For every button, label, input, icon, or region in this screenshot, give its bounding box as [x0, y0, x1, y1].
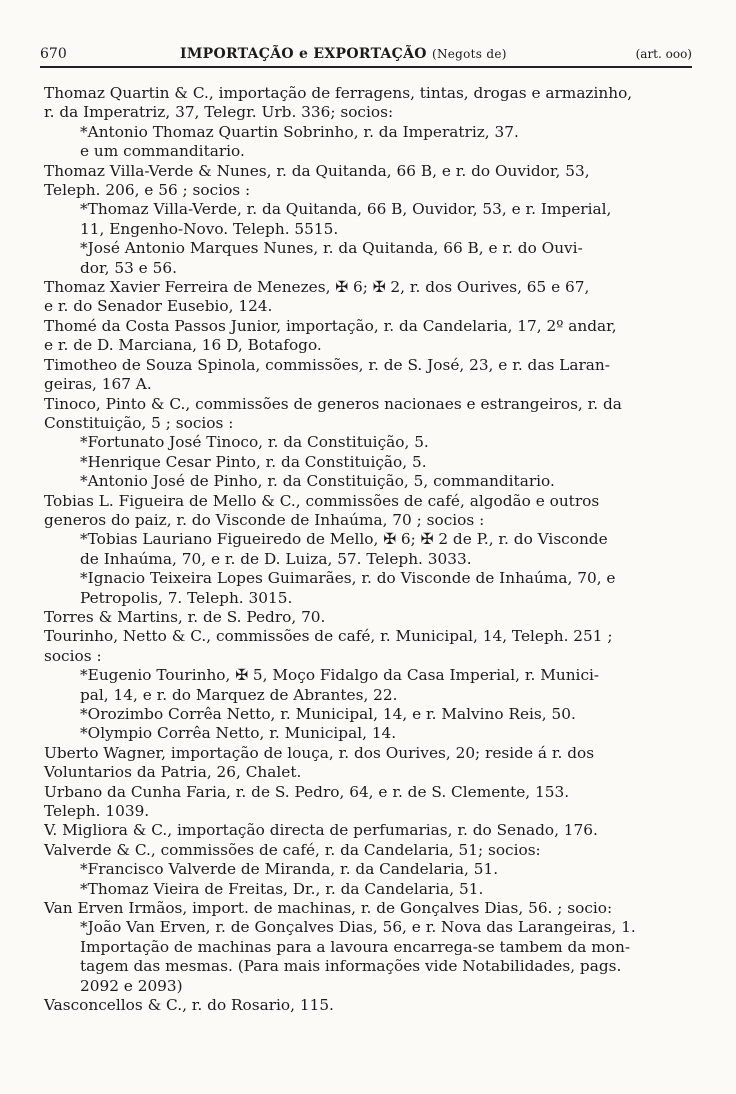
- firm-entry: [44, 317, 692, 356]
- entry-line: *Henrique Cesar Pinto, r. da Constituição, 5.: [80, 452, 427, 471]
- firm-entry: [44, 899, 692, 918]
- firm-entry: [44, 627, 692, 666]
- entry-line: dor, 53 e 56.: [80, 258, 177, 277]
- page-number: 670: [40, 46, 67, 62]
- entry-line: e um commanditario.: [80, 142, 245, 161]
- partner-entry: [44, 123, 692, 162]
- entry-line: Teleph. 206, e 56 ; socios :: [44, 181, 251, 200]
- entry-line: *Olympio Corrêa Netto, r. Municipal, 14.: [80, 724, 397, 743]
- firm-entry: [44, 492, 692, 531]
- entry-line: Thomé da Costa Passos Junior, importação, r. da Candelaria, 17, 2º andar,: [44, 316, 617, 335]
- entry-line: Teleph. 1039.: [44, 802, 150, 821]
- firm-entry: [44, 841, 692, 860]
- entry-line: V. Migliora & C., importação directa de perfumarias, r. do Senado, 176.: [44, 821, 598, 840]
- entry-line: *Thomaz Villa-Verde, r. da Quitanda, 66 B, Ouvidor, 53, e r. Imperial,: [80, 200, 612, 219]
- entry-line: Thomaz Quartin & C., importação de ferragens, tintas, drogas e armazinho,: [44, 84, 633, 102]
- entry-line: Torres & Martins, r. de S. Pedro, 70.: [44, 607, 326, 626]
- entry-line: Tobias L. Figueira de Mello & C., commissões de café, algodão e outros: [44, 491, 600, 510]
- entry-line: tagem das mesmas. (Para mais informações vide Notabilidades, pags.: [80, 957, 622, 976]
- entry-line: Timotheo de Souza Spinola, commissões, r. de S. José, 23, e r. das Laran-: [44, 355, 610, 374]
- firm-entry: [44, 996, 692, 1015]
- directory-entries: [44, 84, 692, 1016]
- entry-line: *Orozimbo Corrêa Netto, r. Municipal, 14, e r. Malvino Reis, 50.: [80, 705, 576, 723]
- entry-line: Uberto Wagner, importação de louça, r. dos Ourives, 20; reside á r. dos: [44, 743, 595, 762]
- partner-entry: [44, 472, 692, 491]
- entry-line: *João Van Erven, r. de Gonçalves Dias, 56, e r. Nova das Larangeiras, 1.: [80, 918, 636, 937]
- partner-entry: [44, 860, 692, 879]
- partner-entry: [44, 200, 692, 239]
- firm-entry: [44, 162, 692, 201]
- partner-entry: [44, 453, 692, 472]
- article-ref: (art. ooo): [635, 47, 692, 61]
- entry-line: Tourinho, Netto & C., commissões de café, r. Municipal, 14, Teleph. 251 ;: [44, 627, 613, 646]
- entry-line: Urbano da Cunha Faria, r. de S. Pedro, 64, e r. de S. Clemente, 153.: [44, 782, 570, 801]
- entry-line: *Francisco Valverde de Miranda, r. da Candelaria, 51.: [80, 860, 499, 879]
- entry-line: Vasconcellos & C., r. do Rosario, 115.: [44, 996, 334, 1015]
- entry-line: socios :: [44, 646, 102, 665]
- entry-line: pal, 14, e r. do Marquez de Abrantes, 22.: [80, 685, 398, 704]
- running-title: [180, 44, 507, 64]
- firm-entry: [44, 278, 692, 317]
- partner-entry: [44, 705, 692, 724]
- firm-entry: [44, 821, 692, 840]
- entry-line: e r. do Senador Eusebio, 124.: [44, 297, 273, 316]
- firm-entry: [44, 744, 692, 783]
- entry-line: 2092 e 2093): [80, 976, 183, 995]
- firm-entry: [44, 783, 692, 822]
- entry-line: Valverde & C., commissões de café, r. da Candelaria, 51; socios:: [44, 840, 541, 859]
- title-main: IMPORTAÇÃO e EXPORTAÇÃO: [180, 46, 427, 62]
- entry-line: *José Antonio Marques Nunes, r. da Quitanda, 66 B, e r. do Ouvi-: [80, 239, 583, 258]
- partner-entry: [44, 239, 692, 278]
- entry-line: Constituição, 5 ; socios :: [44, 413, 234, 432]
- title-sub: (Negots de): [431, 47, 507, 61]
- entry-line: 11, Engenho-Novo. Teleph. 5515.: [80, 219, 339, 238]
- firm-entry: [44, 608, 692, 627]
- partner-entry: [44, 569, 692, 608]
- entry-line: *Antonio José de Pinho, r. da Constituição, 5, commanditario.: [80, 472, 555, 491]
- entry-line: de Inhaúma, 70, e r. de D. Luiza, 57. Teleph. 3033.: [80, 549, 472, 568]
- entry-line: Tinoco, Pinto & C., commissões de generos nacionaes e estrangeiros, r. da: [44, 394, 622, 413]
- entry-line: Petropolis, 7. Teleph. 3015.: [80, 588, 293, 607]
- page-header: [40, 44, 692, 64]
- entry-line: Voluntarios da Patria, 26, Chalet.: [44, 763, 302, 782]
- entry-line: Van Erven Irmãos, import. de machinas, r. de Gonçalves Dias, 56. ; socio:: [44, 899, 613, 918]
- partner-entry: [44, 724, 692, 743]
- entry-line: r. da Imperatriz, 37, Telegr. Urb. 336; socios:: [44, 103, 394, 122]
- partner-entry: [44, 918, 692, 996]
- partner-entry: [44, 433, 692, 452]
- entry-line: *Ignacio Teixeira Lopes Guimarães, r. do Visconde de Inhaúma, 70, e: [80, 569, 616, 588]
- firm-entry: [44, 356, 692, 395]
- entry-line: *Antonio Thomaz Quartin Sobrinho, r. da Imperatriz, 37.: [80, 122, 519, 141]
- entry-line: Importação de machinas para a lavoura encarrega-se tambem da mon-: [80, 937, 631, 956]
- entry-line: generos do paiz, r. do Visconde de Inhaúma, 70 ; socios :: [44, 510, 485, 529]
- entry-line: *Tobias Lauriano Figueiredo de Mello, ✠ 6; ✠ 2 de P., r. do Visconde: [80, 530, 608, 549]
- entry-line: e r. de D. Marciana, 16 D, Botafogo.: [44, 336, 322, 355]
- entry-line: geiras, 167 A.: [44, 375, 152, 394]
- partner-entry: [44, 530, 692, 569]
- entry-line: *Thomaz Vieira de Freitas, Dr., r. da Candelaria, 51.: [80, 879, 484, 898]
- entry-line: *Eugenio Tourinho, ✠ 5, Moço Fidalgo da Casa Imperial, r. Munici-: [80, 666, 600, 685]
- header-rule: [40, 66, 692, 68]
- partner-entry: [44, 880, 692, 899]
- firm-entry: [44, 395, 692, 434]
- entry-line: Thomaz Villa-Verde & Nunes, r. da Quitanda, 66 B, e r. do Ouvidor, 53,: [44, 161, 590, 180]
- partner-entry: [44, 666, 692, 705]
- entry-line: Thomaz Xavier Ferreira de Menezes, ✠ 6; ✠ 2, r. dos Ourives, 65 e 67,: [44, 278, 590, 297]
- entry-line: *Fortunato José Tinoco, r. da Constituição, 5.: [80, 433, 429, 452]
- firm-entry: [44, 84, 692, 123]
